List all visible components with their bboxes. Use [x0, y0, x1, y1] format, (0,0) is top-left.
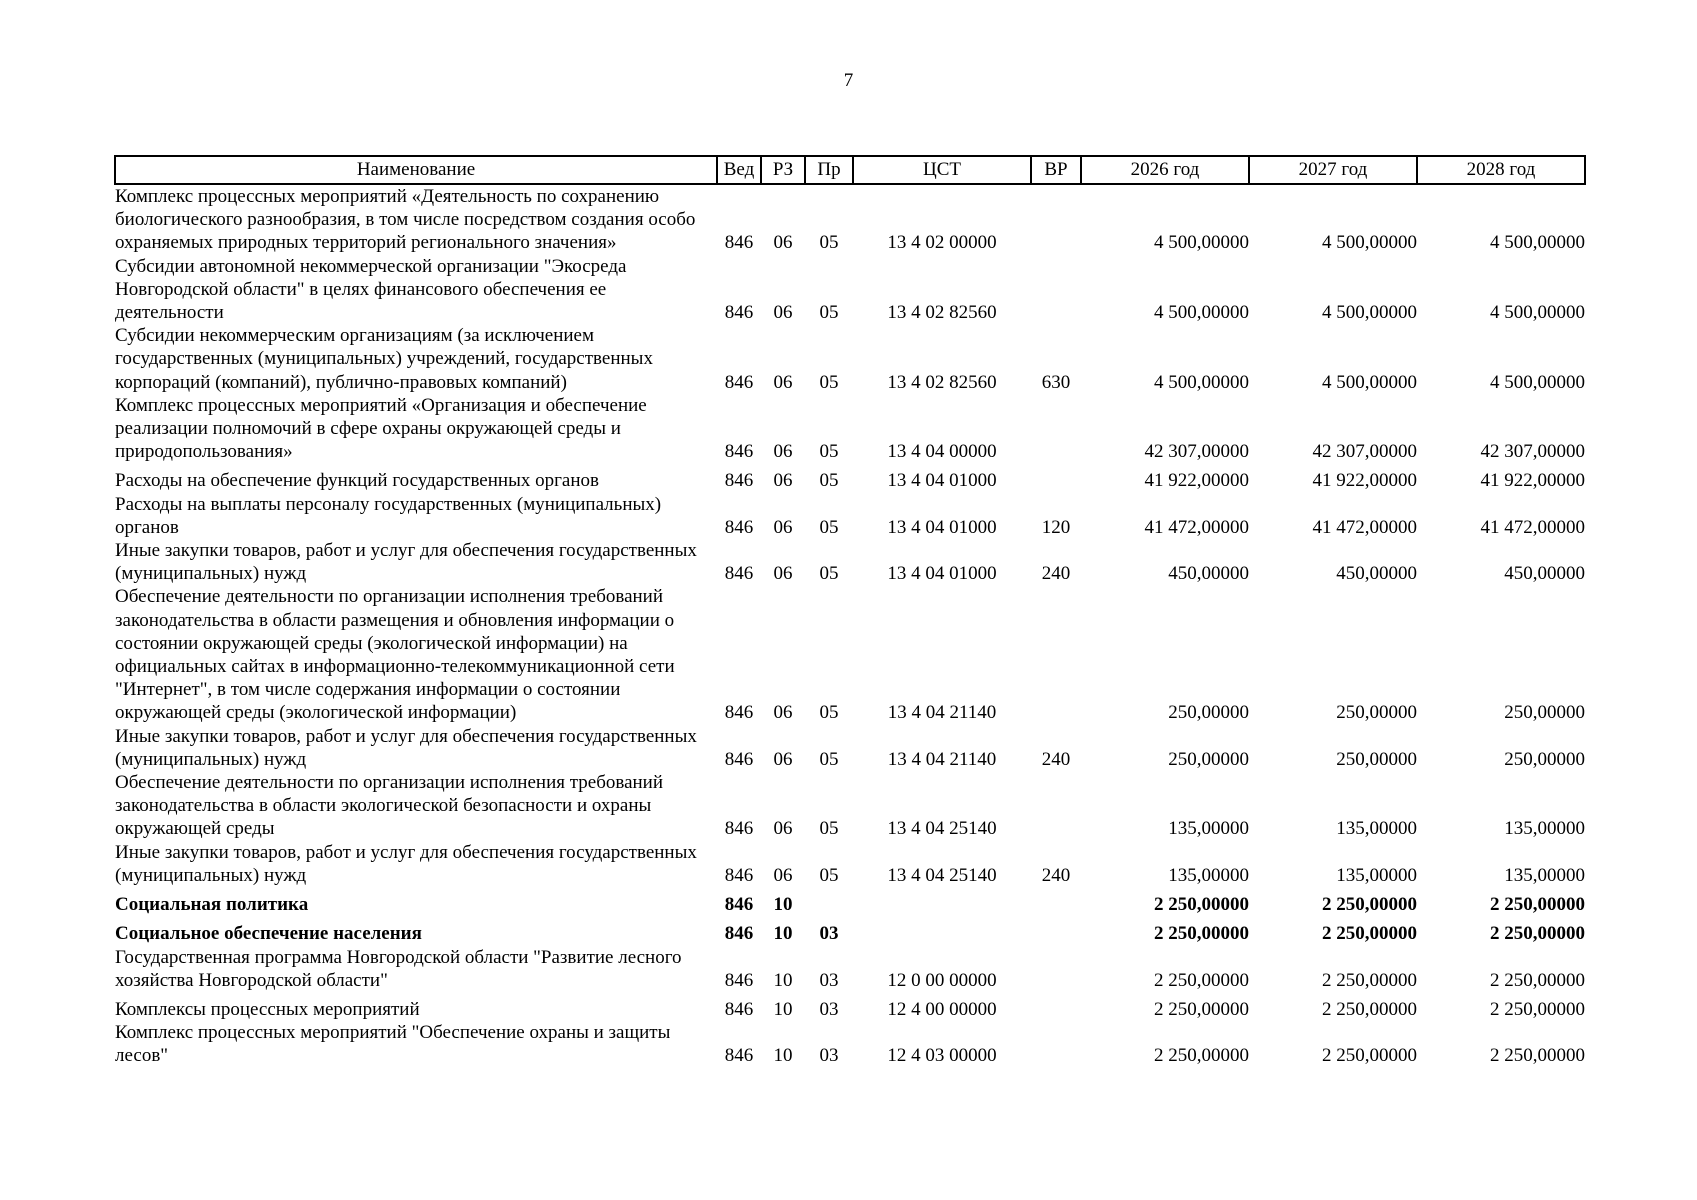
cell-name: Государственная программа Новгородской области "Развитие лесного хозяйства Новгородской области": [115, 946, 682, 991]
cell-y2028: 2 250,00000: [1490, 894, 1585, 916]
cell-rz: 06: [773, 563, 793, 585]
table-row: [115, 394, 1585, 464]
cell-pr: 03: [819, 1045, 839, 1067]
cell-y2028: 450,00000: [1504, 563, 1585, 585]
cell-y2026: 4 500,00000: [1154, 371, 1249, 393]
cell-y2028: 2 250,00000: [1490, 1045, 1585, 1067]
cell-ved: 846: [724, 748, 754, 770]
cell-y2026: 2 250,00000: [1154, 1045, 1249, 1067]
cell-name: Обеспечение деятельности по организации исполнения требований законодательства в области экологической безопасности и охраны окружающей среды: [115, 772, 664, 840]
cell-name: Комплекс процессных мероприятий "Обеспечение охраны и защиты лесов": [115, 1022, 671, 1067]
cell-rz: 10: [773, 969, 793, 991]
cell-ved: 846: [724, 702, 754, 724]
cell-y2026: 135,00000: [1168, 818, 1249, 840]
cell-rz: 10: [773, 998, 793, 1020]
cell-y2028: 250,00000: [1504, 748, 1585, 770]
cell-y2028: 2 250,00000: [1490, 969, 1585, 991]
cell-y2026: 135,00000: [1168, 864, 1249, 886]
cell-cst: 13 4 02 00000: [887, 232, 997, 254]
cell-name: Социальное обеспечение населения: [115, 923, 422, 945]
table-row: [115, 255, 1585, 325]
cell-cst: 13 4 04 25140: [887, 864, 997, 886]
cell-y2028: 2 250,00000: [1490, 923, 1585, 945]
cell-name: Иные закупки товаров, работ и услуг для обеспечения государственных (муниципальных) нужд: [115, 841, 697, 886]
cell-ved: 846: [724, 232, 754, 254]
cell-cst: [853, 916, 1031, 945]
cell-y2026: 4 500,00000: [1154, 232, 1249, 254]
cell-y2027: 41 472,00000: [1312, 516, 1417, 538]
cell-y2027: 41 922,00000: [1312, 470, 1417, 492]
cell-y2027: 450,00000: [1336, 563, 1417, 585]
cell-vr: [1031, 394, 1081, 464]
cell-vr: [1031, 771, 1081, 841]
cell-y2026: 41 922,00000: [1144, 470, 1249, 492]
table-row: [115, 992, 1585, 1021]
cell-y2026: 2 250,00000: [1154, 969, 1249, 991]
cell-rz: 06: [773, 371, 793, 393]
cell-y2026: 250,00000: [1168, 702, 1249, 724]
header-2026: 2026 год: [1081, 156, 1249, 184]
cell-name: Комплексы процессных мероприятий: [115, 998, 420, 1020]
cell-cst: 13 4 04 01000: [887, 516, 997, 538]
cell-cst: 13 4 04 01000: [887, 563, 997, 585]
cell-cst: 12 4 00 00000: [887, 998, 997, 1020]
budget-table: [114, 155, 1586, 1068]
cell-ved: 846: [724, 563, 754, 585]
cell-vr: 120: [1041, 516, 1071, 538]
cell-ved: 846: [724, 371, 754, 393]
cell-pr: 05: [819, 818, 839, 840]
cell-vr: 630: [1041, 371, 1071, 393]
cell-name: Обеспечение деятельности по организации исполнения требований законодательства в области размещения и обновления информации о состоянии окружающей среды (экологической информации) на официальных сайтах в информационно-телекоммуникационной сети "Интернет", в том числе содержания информации о состоянии окружающей среды (экологической информации): [115, 586, 675, 724]
cell-ved: 846: [724, 923, 754, 945]
cell-cst: 13 4 02 82560: [887, 371, 997, 393]
cell-y2028: 135,00000: [1504, 864, 1585, 886]
header-name: Наименование: [115, 156, 717, 184]
cell-rz: 10: [773, 923, 793, 945]
cell-vr: [1031, 585, 1081, 724]
cell-name: Субсидии автономной некоммерческой организации "Экосреда Новгородской области" в целях финансового обеспечения ее деятельности: [115, 255, 627, 324]
cell-vr: 240: [1041, 748, 1071, 770]
cell-y2027: 42 307,00000: [1312, 441, 1417, 463]
cell-ved: 846: [724, 894, 754, 916]
cell-y2027: 4 500,00000: [1322, 371, 1417, 393]
cell-pr: 05: [819, 864, 839, 886]
cell-y2027: 4 500,00000: [1322, 302, 1417, 324]
table-header-row: [115, 156, 1585, 184]
cell-y2028: 250,00000: [1504, 702, 1585, 724]
cell-y2028: 4 500,00000: [1490, 371, 1585, 393]
cell-cst: 13 4 04 00000: [887, 441, 997, 463]
cell-cst: 12 0 00 00000: [887, 969, 997, 991]
cell-y2028: 2 250,00000: [1490, 998, 1585, 1020]
cell-vr: [1031, 463, 1081, 492]
cell-y2028: 4 500,00000: [1490, 302, 1585, 324]
cell-y2028: 135,00000: [1504, 818, 1585, 840]
cell-cst: 13 4 04 25140: [887, 818, 997, 840]
cell-name: Иные закупки товаров, работ и услуг для обеспечения государственных (муниципальных) нужд: [115, 725, 697, 770]
cell-pr: 03: [819, 998, 839, 1020]
cell-y2027: 4 500,00000: [1322, 232, 1417, 254]
table-row: [115, 916, 1585, 945]
cell-rz: 06: [773, 864, 793, 886]
cell-pr: 05: [819, 516, 839, 538]
cell-cst: 13 4 04 21140: [887, 702, 997, 724]
header-ved: Вед: [717, 156, 761, 184]
cell-rz: 06: [773, 516, 793, 538]
table-row: [115, 1021, 1585, 1067]
cell-y2028: 41 922,00000: [1480, 470, 1585, 492]
cell-y2026: 42 307,00000: [1144, 441, 1249, 463]
cell-vr: [1031, 255, 1081, 325]
cell-vr: 240: [1041, 864, 1071, 886]
header-2028: 2028 год: [1417, 156, 1585, 184]
cell-ved: 846: [724, 516, 754, 538]
table-row: [115, 946, 1585, 992]
table-row: [115, 887, 1585, 916]
cell-rz: 06: [773, 818, 793, 840]
header-vr: ВР: [1031, 156, 1081, 184]
cell-vr: [1031, 184, 1081, 255]
cell-ved: 846: [724, 998, 754, 1020]
cell-rz: 10: [773, 894, 793, 916]
cell-pr: 05: [819, 302, 839, 324]
cell-cst: 13 4 04 21140: [887, 748, 997, 770]
table-row: [115, 493, 1585, 539]
cell-ved: 846: [724, 864, 754, 886]
cell-pr: [805, 887, 853, 916]
header-2027: 2027 год: [1249, 156, 1417, 184]
cell-pr: 05: [819, 371, 839, 393]
table-row: [115, 184, 1585, 255]
table-row: [115, 771, 1585, 841]
cell-ved: 846: [724, 441, 754, 463]
cell-name: Социальная политика: [115, 894, 309, 916]
cell-pr: 05: [819, 470, 839, 492]
cell-vr: [1031, 916, 1081, 945]
cell-rz: 06: [773, 748, 793, 770]
cell-y2027: 250,00000: [1336, 702, 1417, 724]
cell-rz: 06: [773, 302, 793, 324]
cell-ved: 846: [724, 818, 754, 840]
cell-y2027: 2 250,00000: [1322, 969, 1417, 991]
table-row: [115, 539, 1585, 585]
header-cst: ЦСТ: [853, 156, 1031, 184]
cell-ved: 846: [724, 1045, 754, 1067]
cell-y2027: 2 250,00000: [1322, 923, 1417, 945]
table-row: [115, 585, 1585, 724]
cell-cst: 13 4 02 82560: [887, 302, 997, 324]
cell-pr: 05: [819, 748, 839, 770]
cell-vr: [1031, 1021, 1081, 1067]
cell-y2027: 2 250,00000: [1322, 1045, 1417, 1067]
cell-y2026: 41 472,00000: [1144, 516, 1249, 538]
cell-y2027: 135,00000: [1336, 818, 1417, 840]
cell-y2026: 2 250,00000: [1154, 894, 1249, 916]
cell-y2027: 2 250,00000: [1322, 894, 1417, 916]
cell-cst: 12 4 03 00000: [887, 1045, 997, 1067]
cell-vr: [1031, 992, 1081, 1021]
table-row: [115, 324, 1585, 394]
cell-rz: 10: [773, 1045, 793, 1067]
cell-y2026: 250,00000: [1168, 748, 1249, 770]
table-row: [115, 841, 1585, 887]
cell-vr: [1031, 946, 1081, 992]
cell-rz: 06: [773, 441, 793, 463]
cell-y2028: 4 500,00000: [1490, 232, 1585, 254]
cell-pr: 05: [819, 563, 839, 585]
cell-rz: 06: [773, 232, 793, 254]
cell-y2026: 2 250,00000: [1154, 923, 1249, 945]
cell-y2026: 450,00000: [1168, 563, 1249, 585]
cell-pr: 03: [819, 923, 839, 945]
cell-y2027: 250,00000: [1336, 748, 1417, 770]
header-rz: РЗ: [761, 156, 805, 184]
cell-y2027: 2 250,00000: [1322, 998, 1417, 1020]
cell-ved: 846: [724, 969, 754, 991]
cell-rz: 06: [773, 470, 793, 492]
page-number: 7: [843, 70, 854, 91]
cell-name: Расходы на выплаты персоналу государственных (муниципальных) органов: [115, 493, 662, 538]
cell-name: Расходы на обеспечение функций государственных органов: [115, 470, 599, 492]
cell-pr: 05: [819, 702, 839, 724]
cell-y2028: 41 472,00000: [1480, 516, 1585, 538]
cell-pr: 05: [819, 232, 839, 254]
cell-cst: [853, 887, 1031, 916]
cell-vr: [1031, 887, 1081, 916]
table-row: [115, 725, 1585, 771]
cell-y2027: 135,00000: [1336, 864, 1417, 886]
cell-pr: 03: [819, 969, 839, 991]
cell-name: Иные закупки товаров, работ и услуг для обеспечения государственных (муниципальных) нужд: [115, 540, 697, 585]
cell-name: Комплекс процессных мероприятий «Организация и обеспечение реализации полномочий в сфере охраны окружающей среды и природопользования»: [115, 394, 647, 463]
cell-y2026: 2 250,00000: [1154, 998, 1249, 1020]
cell-y2026: 4 500,00000: [1154, 302, 1249, 324]
cell-vr: 240: [1041, 563, 1071, 585]
cell-rz: 06: [773, 702, 793, 724]
cell-ved: 846: [724, 470, 754, 492]
cell-name: Субсидии некоммерческим организациям (за исключением государственных (муниципальных) учреждений, государственных корпораций (компаний), публично-правовых компаний): [115, 325, 653, 393]
cell-pr: 05: [819, 441, 839, 463]
table-row: [115, 463, 1585, 492]
cell-ved: 846: [724, 302, 754, 324]
cell-cst: 13 4 04 01000: [887, 470, 997, 492]
cell-name: Комплекс процессных мероприятий «Деятельность по сохранению биологического разнообразия, в том числе посредством создания особо охраняемых природных территорий регионального значения»: [115, 186, 696, 254]
header-pr: Пр: [805, 156, 853, 184]
cell-y2028: 42 307,00000: [1480, 441, 1585, 463]
